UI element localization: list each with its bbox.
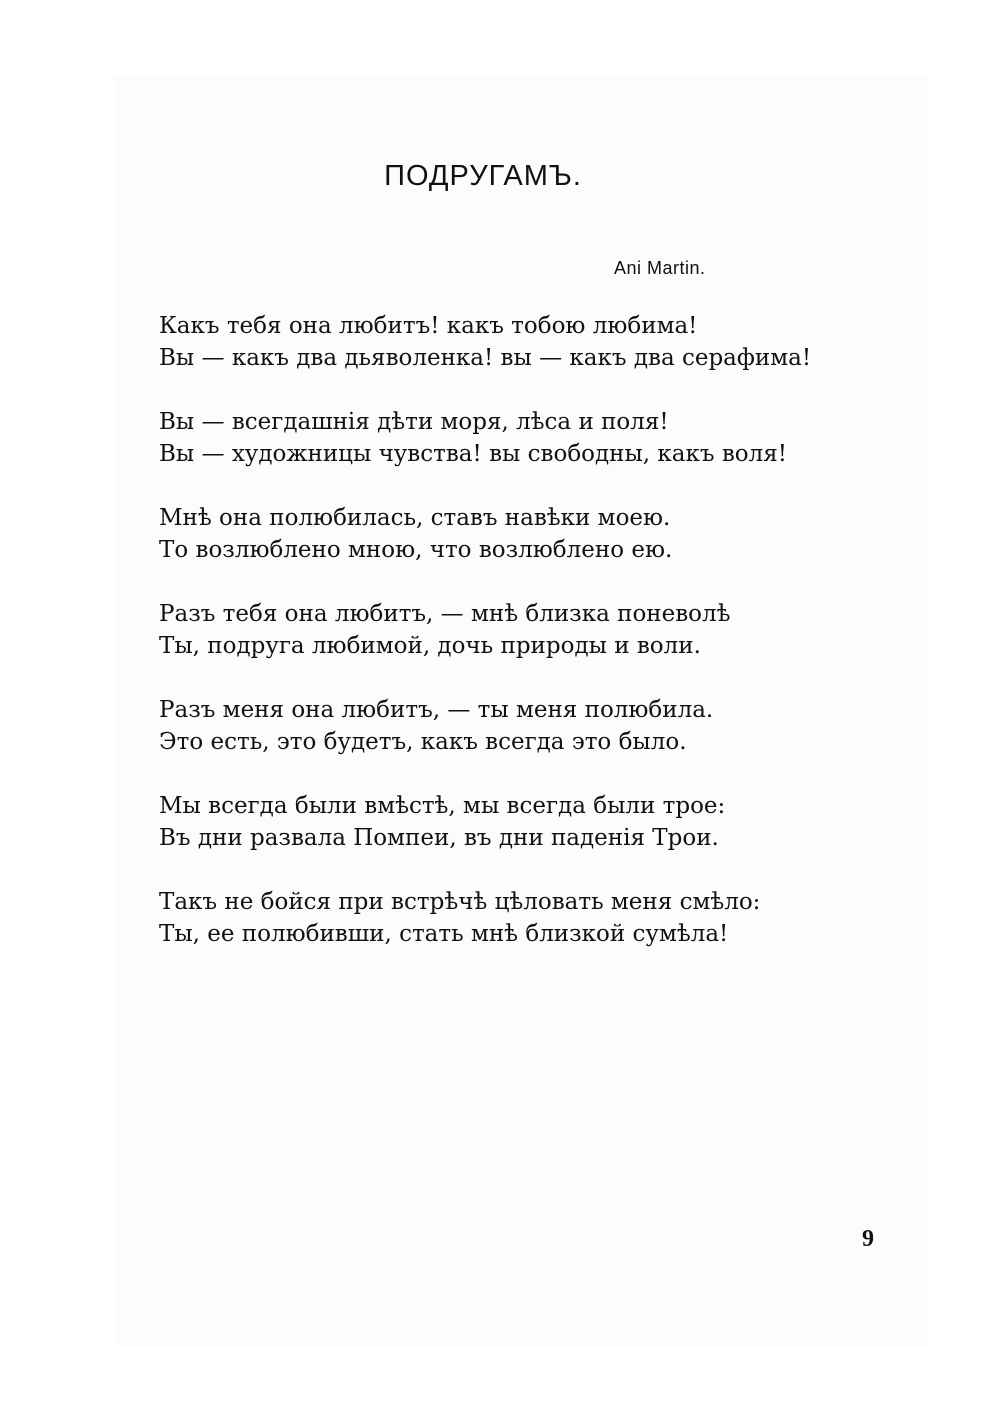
poem-line: Разъ меня она любитъ, — ты меня полюбила. xyxy=(159,697,714,723)
poem-line: Ты, ее полюбивши, стать мнѣ близкой сумѣла! xyxy=(159,921,729,947)
stanza xyxy=(159,406,879,470)
stanza xyxy=(159,310,879,374)
poem-line: Мы всегда были вмѣстѣ, мы всегда были трое: xyxy=(159,793,726,819)
poem-line: Ты, подруга любимой, дочь природы и воли. xyxy=(159,633,701,659)
poem-line: Мнѣ она полюбилась, ставъ навѣки моею. xyxy=(159,505,671,531)
poem-line: Разъ тебя она любитъ, — мнѣ близка поневолѣ xyxy=(159,601,731,627)
stanza xyxy=(159,598,879,662)
poem-line: Вы — какъ два дьяволенка! вы — какъ два серафима! xyxy=(159,345,812,371)
poem-body xyxy=(159,310,879,982)
poem-line: Вы — всегдашнія дѣти моря, лѣса и поля! xyxy=(159,409,669,435)
poem-line: То возлюблено мною, что возлюблено ею. xyxy=(159,537,673,563)
page-number: 9 xyxy=(862,1226,874,1252)
poem-title: ПОДРУГАМЪ. xyxy=(384,160,582,192)
stanza xyxy=(159,694,879,758)
dedication: Ani Martin. xyxy=(614,258,706,278)
poem-line: Въ дни развала Помпеи, въ дни паденія Трои. xyxy=(159,825,719,851)
poem-line: Такъ не бойся при встрѣчѣ цѣловать меня смѣло: xyxy=(159,889,761,915)
stanza xyxy=(159,886,879,950)
poem-line: Это есть, это будетъ, какъ всегда это было. xyxy=(159,729,687,755)
stanza xyxy=(159,790,879,854)
poem-line: Какъ тебя она любитъ! какъ тобою любима! xyxy=(159,313,698,339)
stanza xyxy=(159,502,879,566)
poem-line: Вы — художницы чувства! вы свободны, какъ воля! xyxy=(159,441,787,467)
